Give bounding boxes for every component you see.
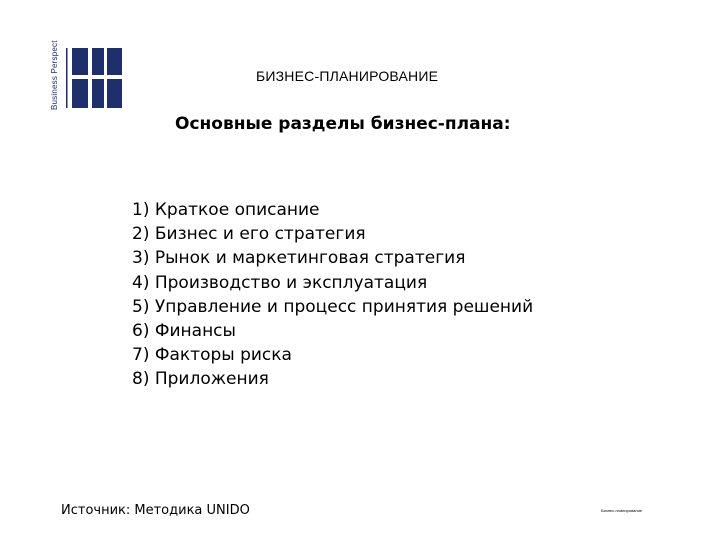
footer-tag: Бизнес-планирование [601,508,643,513]
list-item: 7) Факторы риска [132,345,292,366]
logo-vertical-text: Business Perspect [50,40,59,110]
list-item: 5) Управление и процесс принятия решений [132,296,534,317]
source-note: Источник: Методика UNIDO [61,503,250,518]
list-item: 3) Рынок и маркетинговая стратегия [132,248,466,269]
list-item: 2) Бизнес и его стратегия [132,224,366,245]
list-item: 6) Финансы [132,321,236,342]
list-item: 1) Краткое описание [132,200,320,220]
list-item: 8) Приложения [132,369,269,390]
business-plan-sections-list [132,198,533,392]
list-item: 4) Производство и эксплуатация [132,272,428,293]
slide-subtitle: Основные разделы бизнес-плана: [175,114,511,134]
page-header-title: БИЗНЕС-ПЛАНИРОВАНИЕ [256,68,439,84]
